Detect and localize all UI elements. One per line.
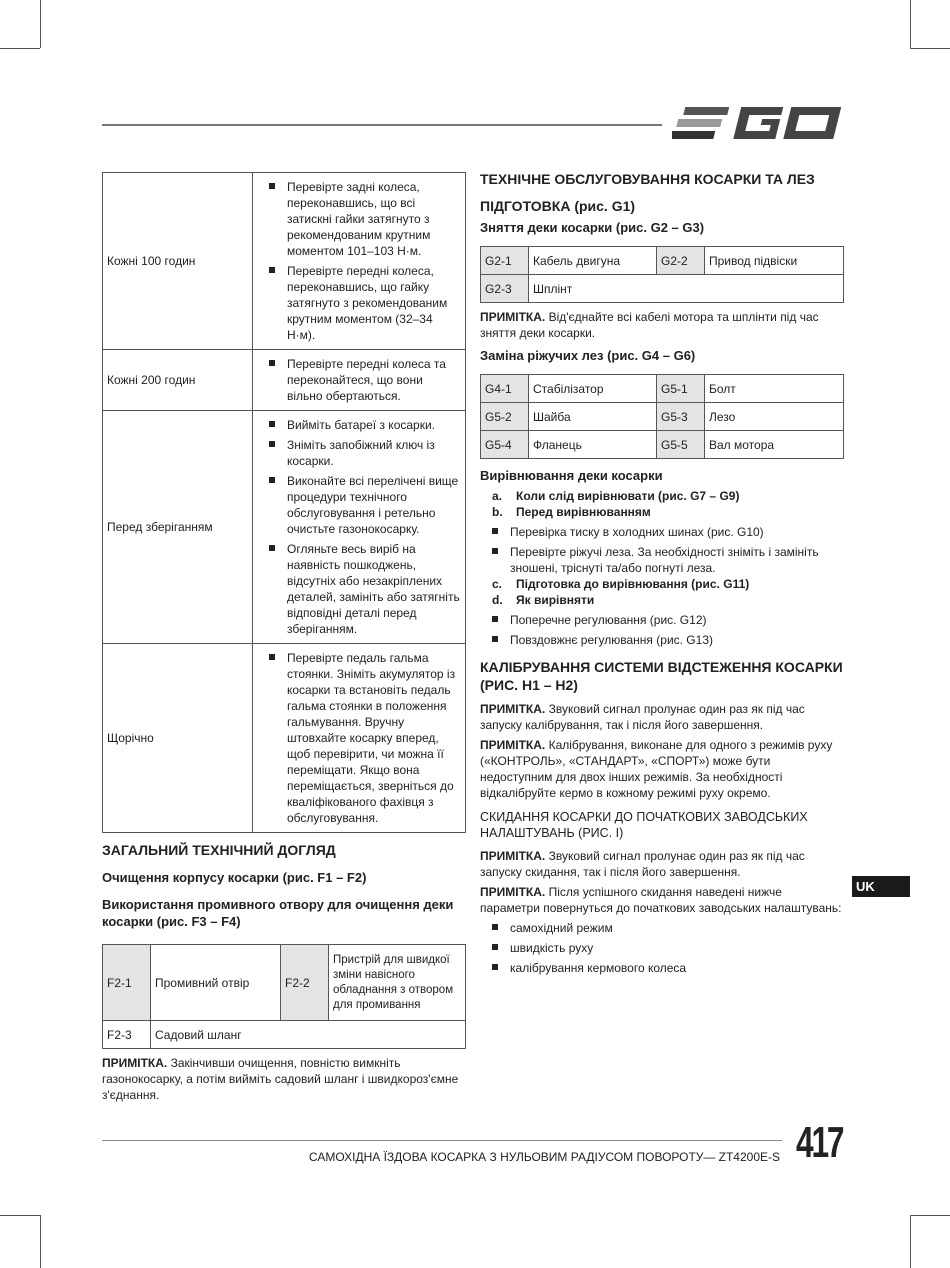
list-item: Перевірте задні колеса, переконавшись, що всі затискні гайки затягнуто з рекомендованим крутним моментом 101–103 Н·м.	[267, 179, 461, 259]
note-text: Калібрування, виконане для одного з режимів руху («КОНТРОЛЬ», «СТАНДАРТ», «СПОРТ») може бути недоступним для двох інших режимів. За необхідності відкалібруйте кермо в кожному режимі руху окремо.	[480, 738, 833, 800]
part-code: G2-3	[481, 275, 529, 303]
subsection-heading: Використання промивного отвору для очищення деки косарки (рис. F3 – F4)	[102, 897, 454, 929]
table-row	[103, 644, 466, 833]
parts-table-g2	[480, 246, 844, 303]
table-row	[103, 945, 466, 1021]
section-heading: СКИДАННЯ КОСАРКИ ДО ПОЧАТКОВИХ ЗАВОДСЬКИХ НАЛАШТУВАНЬ (РИС. I)	[480, 810, 808, 840]
crop-mark	[0, 48, 40, 49]
list-item: калібрування кермового колеса	[480, 960, 844, 976]
part-name: Стабілізатор	[529, 375, 657, 403]
part-code: G2-1	[481, 247, 529, 275]
step-letter: d.	[492, 593, 503, 607]
step-text: Підготовка до вирівнювання (рис. G11)	[516, 577, 750, 591]
interval-cell: Щорічно	[103, 644, 253, 833]
list-item: Перевірка тиску в холодних шинах (рис. G10)	[480, 524, 844, 540]
step-letter: b.	[492, 505, 503, 519]
table-row	[481, 247, 844, 275]
list-item: Поперечне регулювання (рис. G12)	[480, 612, 844, 628]
parts-table-f	[102, 944, 466, 1049]
part-name: Лезо	[705, 403, 844, 431]
step-text: Перед вирівнюванням	[516, 505, 651, 519]
part-name: Болт	[705, 375, 844, 403]
header-rule	[102, 124, 662, 126]
subsection-heading: Вирівнювання деки косарки	[480, 468, 663, 483]
note	[480, 848, 844, 880]
list-item: Перевірте педаль гальма стоянки. Зніміть акумулятор із косарки та встановіть педаль гальма стоянки в положення гальмування. Вручну штовхайте косарку вперед, щоб перевірити, чи можна її переміщати. Якщо вона переміщається, зверніться до кваліфікованого фахівця з обслуговування.	[267, 650, 461, 826]
part-code: F2-1	[103, 945, 151, 1021]
list-item: Перевірте ріжучі леза. За необхідності зніміть і замініть зношені, тріснуті та/або погнуті леза.	[480, 544, 844, 576]
note-text: Звуковий сигнал пролунає один раз як під час запуску калібрування, так і після його завершення.	[480, 702, 805, 732]
table-row	[103, 411, 466, 644]
note-text: Закінчивши очищення, повністю вимкніть газонокосарку, а потім вийміть садовий шланг і швидкороз'ємне з'єднання.	[102, 1056, 459, 1102]
crop-mark	[0, 1215, 40, 1216]
note-text: Звуковий сигнал пролунає один раз як під час запуску скидання, так і після його завершення.	[480, 849, 805, 879]
note	[480, 737, 844, 801]
list-item: Виконайте всі перелічені вище процедури технічного обслуговування і ретельно очистьте газонокосарку.	[267, 473, 461, 537]
interval-cell: Кожні 200 годин	[103, 350, 253, 411]
step-item	[480, 504, 844, 520]
crop-mark	[40, 0, 41, 48]
crop-mark	[910, 48, 950, 49]
part-code: G5-1	[657, 375, 705, 403]
list-item: Повздовжнє регулювання (рис. G13)	[480, 632, 844, 648]
section-heading: ТЕХНІЧНЕ ОБСЛУГОВУВАННЯ КОСАРКИ ТА ЛЕЗ	[480, 171, 815, 187]
subsection-heading: Зняття деки косарки (рис. G2 – G3)	[480, 220, 705, 235]
left-column	[102, 172, 466, 1103]
tasks-cell	[253, 644, 466, 833]
note	[480, 309, 844, 341]
part-code: G5-2	[481, 403, 529, 431]
step-text: Коли слід вирівнювати (рис. G7 – G9)	[516, 489, 740, 503]
list-item: швидкість руху	[480, 940, 844, 956]
list-item: Перевірте передні колеса, переконавшись, що гайку затягнуто з рекомендованим крутним моментом (32–34 Н·м).	[267, 263, 461, 343]
section-heading: ЗАГАЛЬНИЙ ТЕХНІЧНИЙ ДОГЛЯД	[102, 842, 336, 858]
part-code: G5-4	[481, 431, 529, 459]
table-row	[481, 431, 844, 459]
note	[480, 884, 844, 916]
part-name: Пристрій для швидкої зміни навісного обладнання з отвором для промивання	[329, 945, 466, 1021]
maintenance-table	[102, 172, 466, 833]
note-label: ПРИМІТКА.	[480, 702, 546, 716]
table-row	[103, 1021, 466, 1049]
crop-mark	[40, 1215, 41, 1268]
table-row	[103, 350, 466, 411]
table-row	[103, 173, 466, 350]
note	[102, 1055, 466, 1103]
crop-mark	[910, 0, 911, 48]
note-label: ПРИМІТКА.	[102, 1056, 168, 1070]
list-item: Вийміть батареї з косарки.	[267, 417, 461, 433]
interval-cell: Кожні 100 годин	[103, 173, 253, 350]
part-name: Вал мотора	[705, 431, 844, 459]
table-row	[481, 403, 844, 431]
subsection-heading: Очищення корпусу косарки (рис. F1 – F2)	[102, 870, 367, 885]
part-name: Садовий шланг	[151, 1021, 466, 1049]
list-item: Перевірте передні колеса та переконайтеся, що вони вільно обертаються.	[267, 356, 461, 404]
list-item: самохідний режим	[480, 920, 844, 936]
ego-logo-icon	[672, 104, 842, 142]
step-item	[480, 592, 844, 608]
page-number: 417	[796, 1118, 843, 1167]
footer-rule	[102, 1140, 782, 1141]
step-letter: a.	[492, 489, 503, 503]
crop-mark	[910, 1215, 911, 1268]
note-label: ПРИМІТКА.	[480, 738, 546, 752]
part-name: Привод підвіски	[705, 247, 844, 275]
tasks-cell	[253, 411, 466, 644]
part-code: G5-3	[657, 403, 705, 431]
note	[480, 701, 844, 733]
part-code: F2-3	[103, 1021, 151, 1049]
footer-title: САМОХІДНА ЇЗДОВА КОСАРКА З НУЛЬОВИМ РАДІУСОМ ПОВОРОТУ— ZT4200E-S	[308, 1150, 780, 1164]
part-name: Промивний отвір	[151, 945, 281, 1021]
table-row	[481, 375, 844, 403]
part-code: G5-5	[657, 431, 705, 459]
step-letter: c.	[492, 577, 503, 591]
step-item	[480, 576, 844, 592]
list-item: Огляньте весь виріб на наявність пошкоджень, відсутніх або незакріплених деталей, замініть або затягніть відповідні деталі перед зберіганням.	[267, 541, 461, 637]
list-item: Зніміть запобіжний ключ із косарки.	[267, 437, 461, 469]
note-label: ПРИМІТКА.	[480, 310, 546, 324]
part-code: G2-2	[657, 247, 705, 275]
part-name: Шайба	[529, 403, 657, 431]
note-label: ПРИМІТКА.	[480, 885, 546, 899]
tasks-cell	[253, 350, 466, 411]
right-column	[480, 170, 844, 976]
part-name: Шплінт	[529, 275, 844, 303]
note-label: ПРИМІТКА.	[480, 849, 546, 863]
tasks-cell	[253, 173, 466, 350]
part-name: Фланець	[529, 431, 657, 459]
subsection-heading: Заміна ріжучих лез (рис. G4 – G6)	[480, 348, 696, 363]
section-heading: ПІДГОТОВКА (рис. G1)	[480, 198, 636, 214]
parts-table-g4	[480, 374, 844, 459]
step-item	[480, 488, 844, 504]
language-tab: UK	[852, 876, 910, 897]
part-name: Кабель двигуна	[529, 247, 657, 275]
note-text: Після успішного скидання наведені нижче параметри повернуться до початкових заводських налаштувань:	[480, 885, 842, 915]
note-text: Від'єднайте всі кабелі мотора та шплінти під час зняття деки косарки.	[480, 310, 819, 340]
crop-mark	[910, 1215, 950, 1216]
part-code: G4-1	[481, 375, 529, 403]
interval-cell: Перед зберіганням	[103, 411, 253, 644]
step-text: Як вирівняти	[516, 593, 595, 607]
part-code: F2-2	[281, 945, 329, 1021]
section-heading: КАЛІБРУВАННЯ СИСТЕМИ ВІДСТЕЖЕННЯ КОСАРКИ (РИС. H1 – H2)	[480, 659, 843, 693]
table-row	[481, 275, 844, 303]
